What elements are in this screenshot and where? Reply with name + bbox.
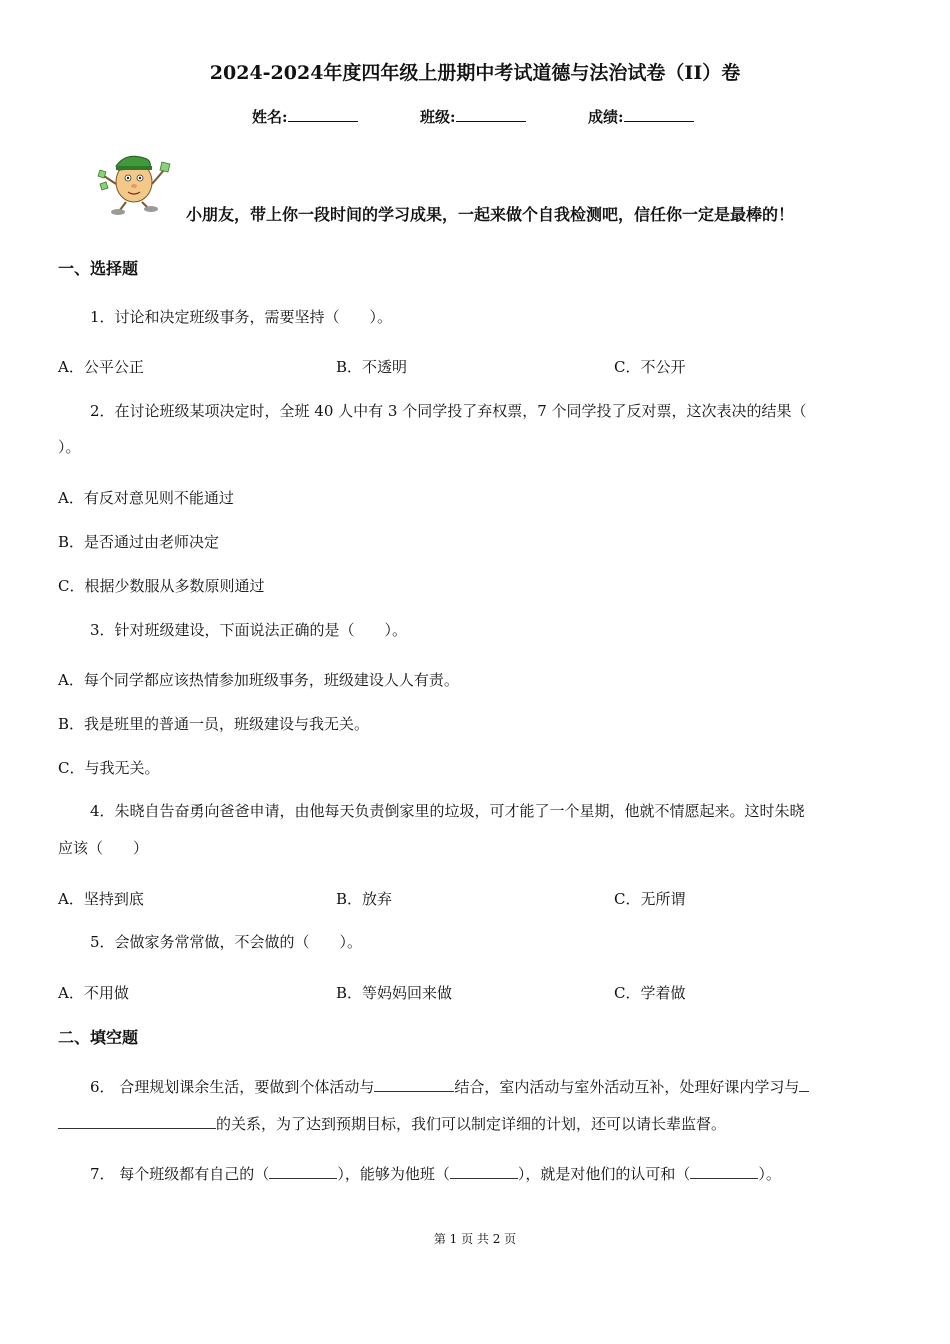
name-blank (288, 107, 358, 122)
question-6-line2 (58, 1113, 726, 1134)
question-4-stem-line2: 应该（ ） (58, 839, 149, 857)
mascot-illustration (96, 146, 172, 216)
greeting-text: 小朋友，带上你一段时间的学习成果，一起来做个自我检测吧，信任你一定是最棒的！ (186, 205, 795, 224)
question-7-blank-2 (450, 1164, 518, 1179)
question-3-option-a: A．每个同学都应该热情参加班级事务，班级建设人人有责。 (58, 671, 459, 689)
question-6-line1 (90, 1076, 809, 1097)
page-title: 2024-2024年度四年级上册期中考试道德与法治试卷（II）卷 (209, 62, 741, 84)
question-3-option-b: B．我是班里的普通一员，班级建设与我无关。 (58, 715, 370, 733)
question-7 (90, 1163, 781, 1184)
section-heading-fill: 二、填空题 (58, 1028, 139, 1047)
question-3-option-c: C．与我无关。 (58, 759, 160, 777)
question-1-option-a: A．公平公正 (58, 358, 144, 376)
name-label: 姓名: (252, 108, 288, 126)
score-field (588, 106, 694, 127)
question-7-text-4: ）。 (758, 1165, 781, 1183)
question-1-option-c: C．不公开 (614, 358, 686, 376)
class-label: 班级: (420, 108, 456, 126)
question-7-blank-1 (269, 1164, 337, 1179)
question-2-stem-line1: 2．在讨论班级某项决定时，全班 40 人中有 3 个同学投了弃权票，7 个同学投了反对票，这次表决的结果（ (90, 402, 807, 420)
class-blank (456, 107, 526, 122)
question-4-stem-line1: 4．朱晓自告奋勇向爸爸申请，由他每天负责倒家里的垃圾，可才能了一个星期，他就不情愿起来。这时朱晓 (90, 802, 805, 820)
page-footer: 第 1 页 共 2 页 (433, 1232, 517, 1246)
score-label: 成绩: (588, 108, 624, 126)
class-field (420, 106, 526, 127)
question-7-text-3: ），就是对他们的认可和（ (517, 1165, 691, 1183)
section-heading-choice: 一、选择题 (58, 259, 139, 278)
name-field (252, 106, 358, 127)
question-5-option-b: B．等妈妈回来做 (336, 984, 453, 1002)
question-6-text-1: 6． 合理规划课余生活，要做到个体活动与 (90, 1078, 375, 1096)
question-2-stem-line2: ）。 (58, 438, 81, 456)
question-7-text-2: ），能够为他班（ (337, 1165, 450, 1183)
question-1-stem: 1．讨论和决定班级事务，需要坚持（ ）。 (90, 308, 393, 326)
question-7-text-1: 7． 每个班级都有自己的（ (90, 1165, 270, 1183)
question-4-option-a: A．坚持到底 (58, 890, 144, 908)
question-4-option-b: B．放弃 (336, 890, 393, 908)
question-3-stem: 3．针对班级建设，下面说法正确的是（ ）。 (90, 621, 408, 639)
question-2-option-a: A．有反对意见则不能通过 (58, 489, 234, 507)
question-4-option-c: C．无所谓 (614, 890, 686, 908)
question-1-option-b: B．不透明 (336, 358, 408, 376)
score-blank (624, 107, 694, 122)
question-6-text-2: 结合，室内活动与室外活动互补，处理好课内学习与 (454, 1078, 800, 1096)
question-7-blank-3 (690, 1164, 758, 1179)
question-5-option-c: C．学着做 (614, 984, 686, 1002)
question-6-blank-2-start (799, 1077, 809, 1092)
question-5-option-a: A．不用做 (58, 984, 129, 1002)
question-2-option-b: B．是否通过由老师决定 (58, 533, 220, 551)
question-2-option-c: C．根据少数服从多数原则通过 (58, 577, 265, 595)
question-6-blank-1 (374, 1077, 454, 1092)
question-6-text-3: 的关系，为了达到预期目标，我们可以制定详细的计划，还可以请长辈监督。 (216, 1115, 727, 1133)
question-5-stem: 5．会做家务常常做，不会做的（ ）。 (90, 933, 363, 951)
question-6-blank-2 (58, 1114, 216, 1129)
